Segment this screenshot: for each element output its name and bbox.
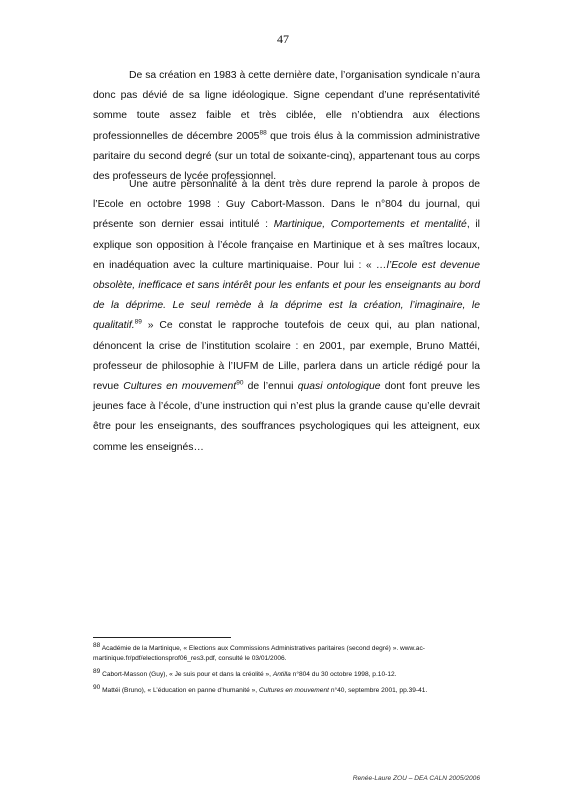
paragraph-2-text: de l’ennui [243, 381, 298, 393]
footnote-text: Cabort-Masson (Guy), « Je suis pour et dans la créolité », [100, 671, 273, 678]
journal-title: Cultures en mouvement [123, 381, 237, 393]
footnote-italic: Cultures en mouvement [258, 687, 329, 694]
quotation: …l’Ecole est devenue obsolète, inefficace et sans intérêt pour les enfants et pour les enseignants au bord de la déprime. Le seul remède à la déprime est la création, l’imaginaire, le qualitatif. [93, 259, 480, 332]
footnote-number: 88 [93, 641, 101, 649]
book-title: Martinique, Comportements et mentalité [273, 219, 467, 231]
paragraph-1-text-cont: que trois élus à la commission administrative paritaire du second degré (sur un total de soixante-cinq), appartenant tous au corps des professeurs de lycée professionnel. [93, 130, 480, 183]
footnote-89 [93, 667, 493, 680]
footnote-text: n°804 du 30 octobre 1998, p.10-12. [290, 671, 397, 678]
paragraph-1-text: De sa création en 1983 à cette dernière date, l’organisation syndicale n’aura donc pas dévié de sa ligne idéologique. Signe cependant d’une représentativité somme toute assez faible et très ciblée, elle n’obtiendra aux élections professionnelles de décembre 2005 [93, 70, 480, 142]
page-number: 47 [277, 32, 289, 46]
footnote-number: 90 [93, 683, 101, 691]
footnotes [93, 641, 493, 702]
footnote-text: Académie de la Martinique, « Elections aux Commissions Administratives paritaires (second degré) ». www.ac-martinique.fr/pdf/electionsprof06_res3.pdf, consulté le 03/01/2006. [93, 645, 425, 662]
page-footer: Renée-Laure ZOU – DEA CALN 2005/2006 [352, 775, 480, 782]
footnote-number: 89 [93, 667, 101, 675]
paragraph-2-text: , il explique son opposition à l’école française en Martinique et à ses maîtres locaux, en inadéquation avec la culture martiniquaise. Pour lui : « [93, 219, 480, 271]
footnote-text: n°40, septembre 2001, pp.39-41. [328, 687, 428, 694]
footnote-ref-89[interactable]: 89 [134, 318, 142, 326]
footnote-ref-90[interactable]: 90 [236, 379, 244, 387]
footnote-88 [93, 641, 493, 664]
footnote-italic: Antilla [272, 671, 291, 678]
paragraph-2-text: Une autre personnalité à la dent très dure reprend la parole à propos de l’Ecole en octobre 1998 : Guy Cabort-Masson. Dans le n°804 du journal, qui présente son dernier essai intitulé : [93, 179, 480, 231]
paragraph-1 [93, 66, 480, 187]
footnote-90 [93, 683, 493, 696]
paragraph-2-text: dont font preuve les jeunes face à l’école, d’une instruction qui n’est plus la grande cause qu’elle devrait être pour les enseignants, des souffrances psychologiques qui les atteignent, eux comme les enseignés… [93, 381, 480, 453]
footnote-text: Mattéi (Bruno), « L’éducation en panne d’humanité », [100, 687, 259, 694]
paragraph-2-text: » Ce constat le rapproche toutefois de ceux qui, au plan national, dénoncent la crise de l’institution scolaire : en 2001, par exemple, Bruno Mattéi, professeur de philosophie à l’IUFM de Lille, parlera dans un article rédigé pour la revue [93, 320, 480, 393]
paragraph-2 [93, 175, 480, 458]
emphasis-text: quasi ontologique [297, 381, 381, 393]
footnote-ref-88[interactable]: 88 [259, 129, 267, 137]
footnote-separator [93, 637, 231, 638]
